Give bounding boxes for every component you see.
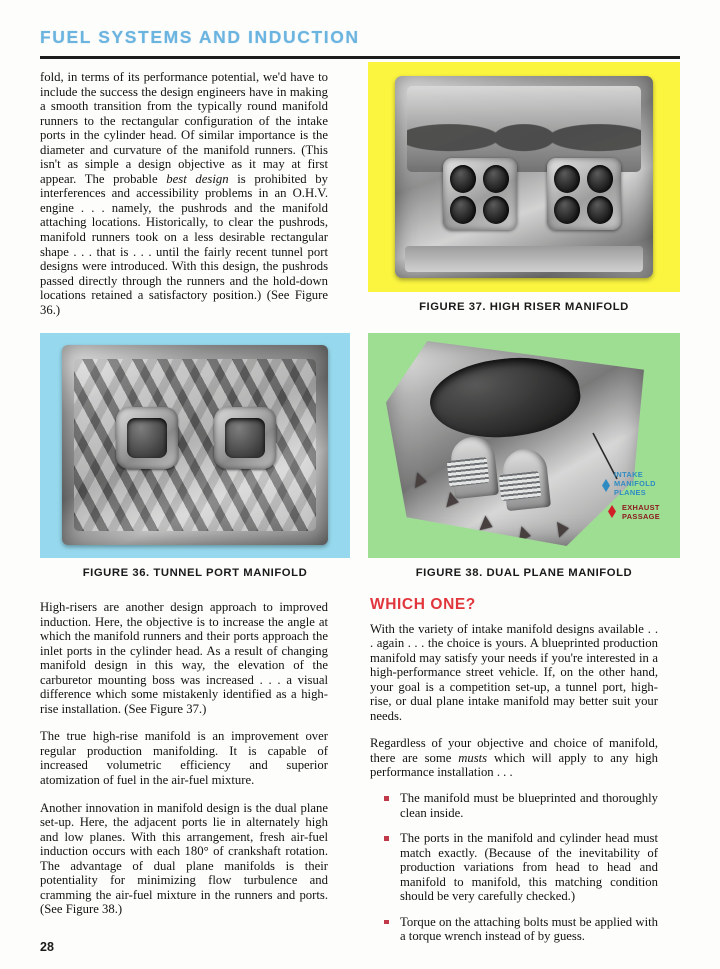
tunnel-port-opening-front: [116, 407, 178, 469]
paragraph-which-one-2: [370, 736, 658, 780]
list-item-text: The ports in the manifold and cylinder head must match exactly. (Because of the inevitability of production variations from head to head and manifold to manifold, this matching condition should be very carefully checked.): [400, 831, 658, 904]
paragraph-intro: [40, 70, 328, 317]
legend-exhaust-line-2: PASSAGE: [622, 512, 661, 522]
exhaust-flow-arrow: [415, 472, 428, 489]
bullet-square-icon: [384, 836, 389, 841]
figure-38: [368, 333, 680, 579]
figure-38-caption: FIGURE 38. DUAL PLANE MANIFOLD: [415, 567, 633, 579]
paragraph-dual-plane: [40, 801, 328, 917]
carb-bore: [554, 196, 580, 224]
legend-intake-line-3: PLANES: [614, 488, 647, 498]
left-column-upper: [40, 70, 328, 317]
figure-37-image: [368, 62, 680, 292]
figure-38-legend-exhaust: [622, 503, 660, 521]
carb-bore: [450, 165, 476, 193]
paragraph-which-one-1: [370, 622, 658, 724]
right-column: [370, 598, 658, 944]
carb-bore: [554, 165, 580, 193]
figure-36: [40, 333, 350, 579]
exhaust-flow-arrow: [446, 492, 461, 510]
running-head: FUEL SYSTEMS AND INDUCTION: [40, 27, 360, 47]
paragraph-true-high-rise-text: The true high-rise manifold is an improvement over regular production manifolding. It is capable of increased volumetric efficiency and superior atomization of fuel in the air-fuel mixture.: [40, 729, 328, 788]
bullet-square-icon: [384, 920, 389, 925]
list-item: [384, 915, 658, 944]
carb-bore: [483, 165, 509, 193]
bullet-square-icon: [384, 796, 389, 801]
list-item: [384, 791, 658, 820]
list-item: [384, 831, 658, 904]
figure-36-caption: FIGURE 36. TUNNEL PORT MANIFOLD: [82, 567, 308, 579]
carb-bore: [450, 196, 476, 224]
paragraph-which-one-2-text: Regardless of your objective and choice of manifold, there are some musts which will apply to any high performance installation . . .: [370, 736, 658, 780]
legend-intake-line-1: INTAKE: [614, 470, 644, 479]
carb-bore: [587, 196, 613, 224]
musts-list: [370, 791, 658, 944]
exhaust-flow-arrow: [557, 520, 570, 537]
figure-38-legend-intake: [614, 470, 656, 498]
carb-bore: [483, 196, 509, 224]
figure-38-image: [368, 333, 680, 558]
carburetor-pad-rear: [547, 158, 621, 230]
page-number: 28: [40, 940, 54, 954]
tunnel-port-opening-rear: [214, 407, 276, 469]
exhaust-passage-diamond-icon: [608, 505, 616, 518]
legend-intake-line-2: MANIFOLD: [614, 479, 656, 489]
carb-bore: [587, 165, 613, 193]
intake-plane-indicator-front: [447, 457, 489, 487]
paragraph-true-high-rise: [40, 729, 328, 787]
figure-37: [368, 62, 680, 313]
paragraph-which-one-1-text: With the variety of intake manifold designs available . . . again . . . the choice is yours. A blueprinted production manifold may satisfy your needs if you're interested in a high-performance street vehicle. If, on the other hand, your goal is a competition set-up, a tunnel port, high-rise, or dual plane intake manifold may better suit your needs.: [370, 621, 658, 723]
section-heading-which-one: WHICH ONE?: [370, 596, 476, 613]
legend-exhaust-line-1: EXHAUST: [622, 503, 660, 512]
header-rule: [40, 56, 680, 59]
left-column-lower: [40, 600, 328, 917]
plenum-cavity: [425, 349, 584, 447]
paragraph-intro-text: fold, in terms of its performance potential, we'd have to include the success the design engineers have in making a smooth transition from the typically round manifold runners to the rectangular configuration of the intake ports in the cylinder head. Of similar importance is the diameter and curvature of the manifold runners. (This isn't as simple a design objective as it may at first appear. The probable best design is prohibited by interferences and accessibility problems in an O.H.V. engine . . . namely, the pushrods and the manifold attaching locations. Historically, to clear the pushrods, manifold runners took on a less desirable rectangular shape . . . that is . . . until the fairly recent tunnel port designs were introduced. With this design, the pushrods passed directly through the runners and the hold-down locations retained a satisfactory position.) (See Figure 36.): [40, 70, 328, 317]
intake-plane-indicator-rear: [499, 471, 541, 501]
paragraph-high-risers: [40, 600, 328, 716]
carburetor-pad-front: [443, 158, 517, 230]
high-riser-manifold-photo: [395, 76, 653, 278]
intake-plane-diamond-icon: [602, 479, 610, 492]
paragraph-high-risers-text: High-risers are another design approach to improved induction. Here, the objective is to increase the angle at which the manifold runners and their ports approach the inlet ports in the cylinder head. As a result of changing manifold design in this way, the elevation of the carburetor mounting boss was increased . . . a visual difference which some mistakenly identified as a high-rise installation. (See Figure 37.): [40, 600, 328, 716]
paragraph-dual-plane-text: Another innovation in manifold design is the dual plane set-up. Here, the adjacent ports lie in alternately high and low planes. With this arrangement, fresh air-fuel induction occurs with each 180° of crankshaft rotation. The advantage of dual plane manifolds is their potentiality for minimizing flow turbulence and cramming the air-fuel mixture in the runners and ports. (See Figure 38.): [40, 800, 328, 917]
exhaust-flow-arrow: [519, 526, 533, 544]
figure-37-caption: FIGURE 37. HIGH RISER MANIFOLD: [419, 301, 629, 313]
tunnel-port-manifold-photo: [62, 345, 328, 545]
exhaust-flow-arrow: [479, 516, 495, 535]
list-item-text: The manifold must be blueprinted and thoroughly clean inside.: [400, 791, 658, 820]
list-item-text: Torque on the attaching bolts must be applied with a torque wrench instead of by guess.: [400, 914, 658, 944]
figure-36-image: [40, 333, 350, 558]
